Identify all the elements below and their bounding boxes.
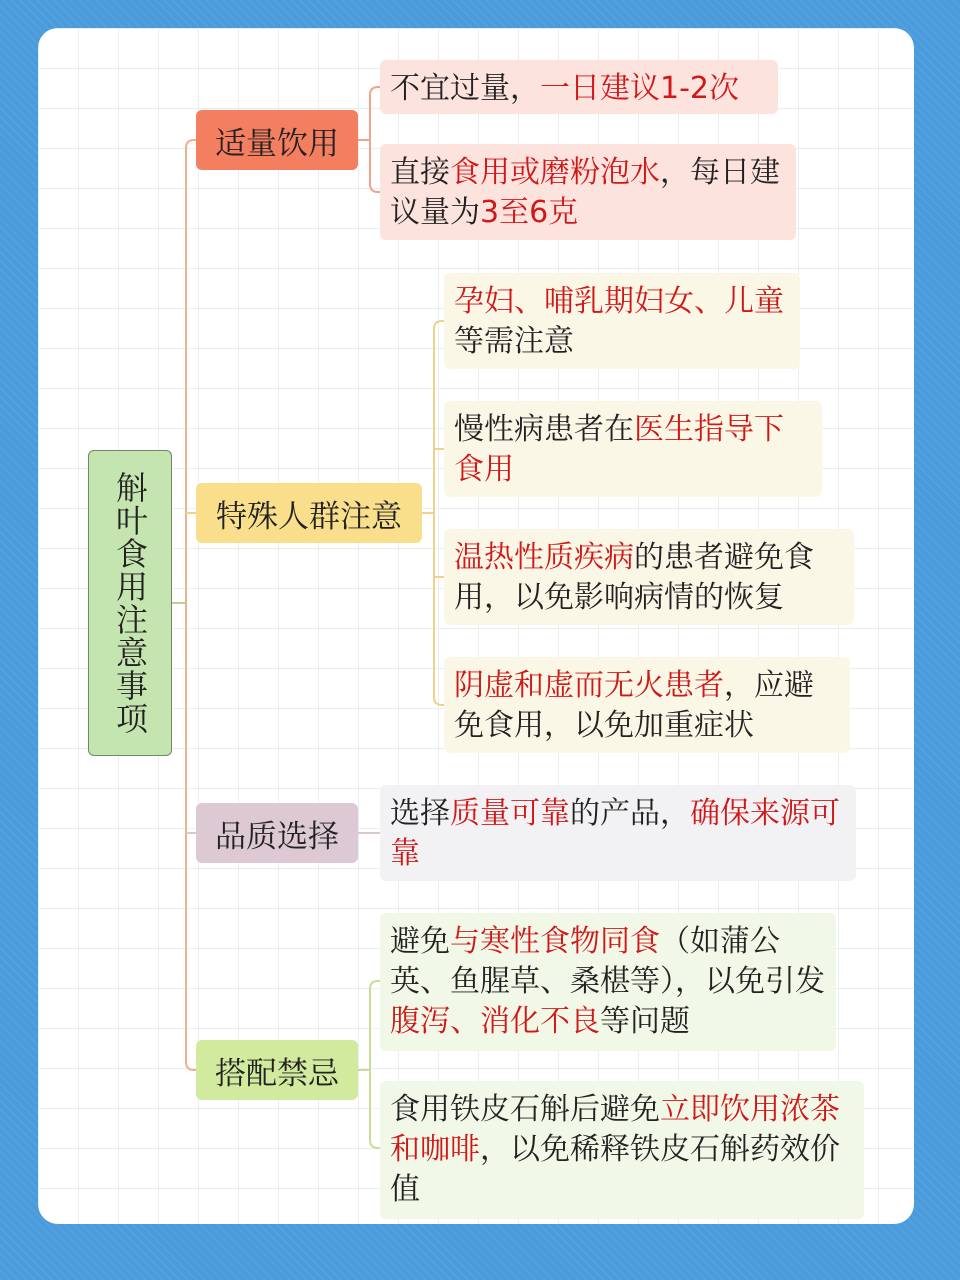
branch-quality-selection <box>196 803 358 863</box>
root-node <box>88 450 172 756</box>
branch-moderate-drinking <box>196 110 358 170</box>
leaf-cold-food: 避免与寒性食物同食（如蒲公英、鱼腥草、桑椹等），以免引发腹泻、消化不良等问题 <box>380 913 836 1051</box>
branch-label: 适量饮用 <box>215 125 339 162</box>
branch-label: 特殊人群注意 <box>216 498 402 535</box>
leaf-chronic-patients: 慢性病患者在医生指导下食用 <box>444 401 822 497</box>
leaf-dosage-limit: 不宜过量，一日建议1-2次 <box>380 60 778 114</box>
leaf-tea-coffee: 食用铁皮石斛后避免立即饮用浓茶和咖啡，以免稀释铁皮石斛药效价值 <box>380 1081 864 1219</box>
leaf-yin-deficiency: 阴虚和虚而无火患者，应避免食用，以免加重症状 <box>444 657 850 753</box>
branch-special-groups <box>196 483 422 543</box>
branch-combination-taboos <box>196 1040 358 1100</box>
root-label: 斛叶食用注意事项 <box>111 471 149 735</box>
leaf-warm-heat-disease: 温热性质疾病的患者避免食用，以免影响病情的恢复 <box>444 529 854 625</box>
branch-label: 品质选择 <box>215 818 339 855</box>
leaf-daily-amount: 直接食用或磨粉泡水，每日建议量为3至6克 <box>380 144 796 240</box>
leaf-pregnant-children: 孕妇、哺乳期妇女、儿童等需注意 <box>444 273 800 369</box>
leaf-reliable-products: 选择质量可靠的产品，确保来源可靠 <box>380 785 856 881</box>
branch-label: 搭配禁忌 <box>215 1055 339 1092</box>
